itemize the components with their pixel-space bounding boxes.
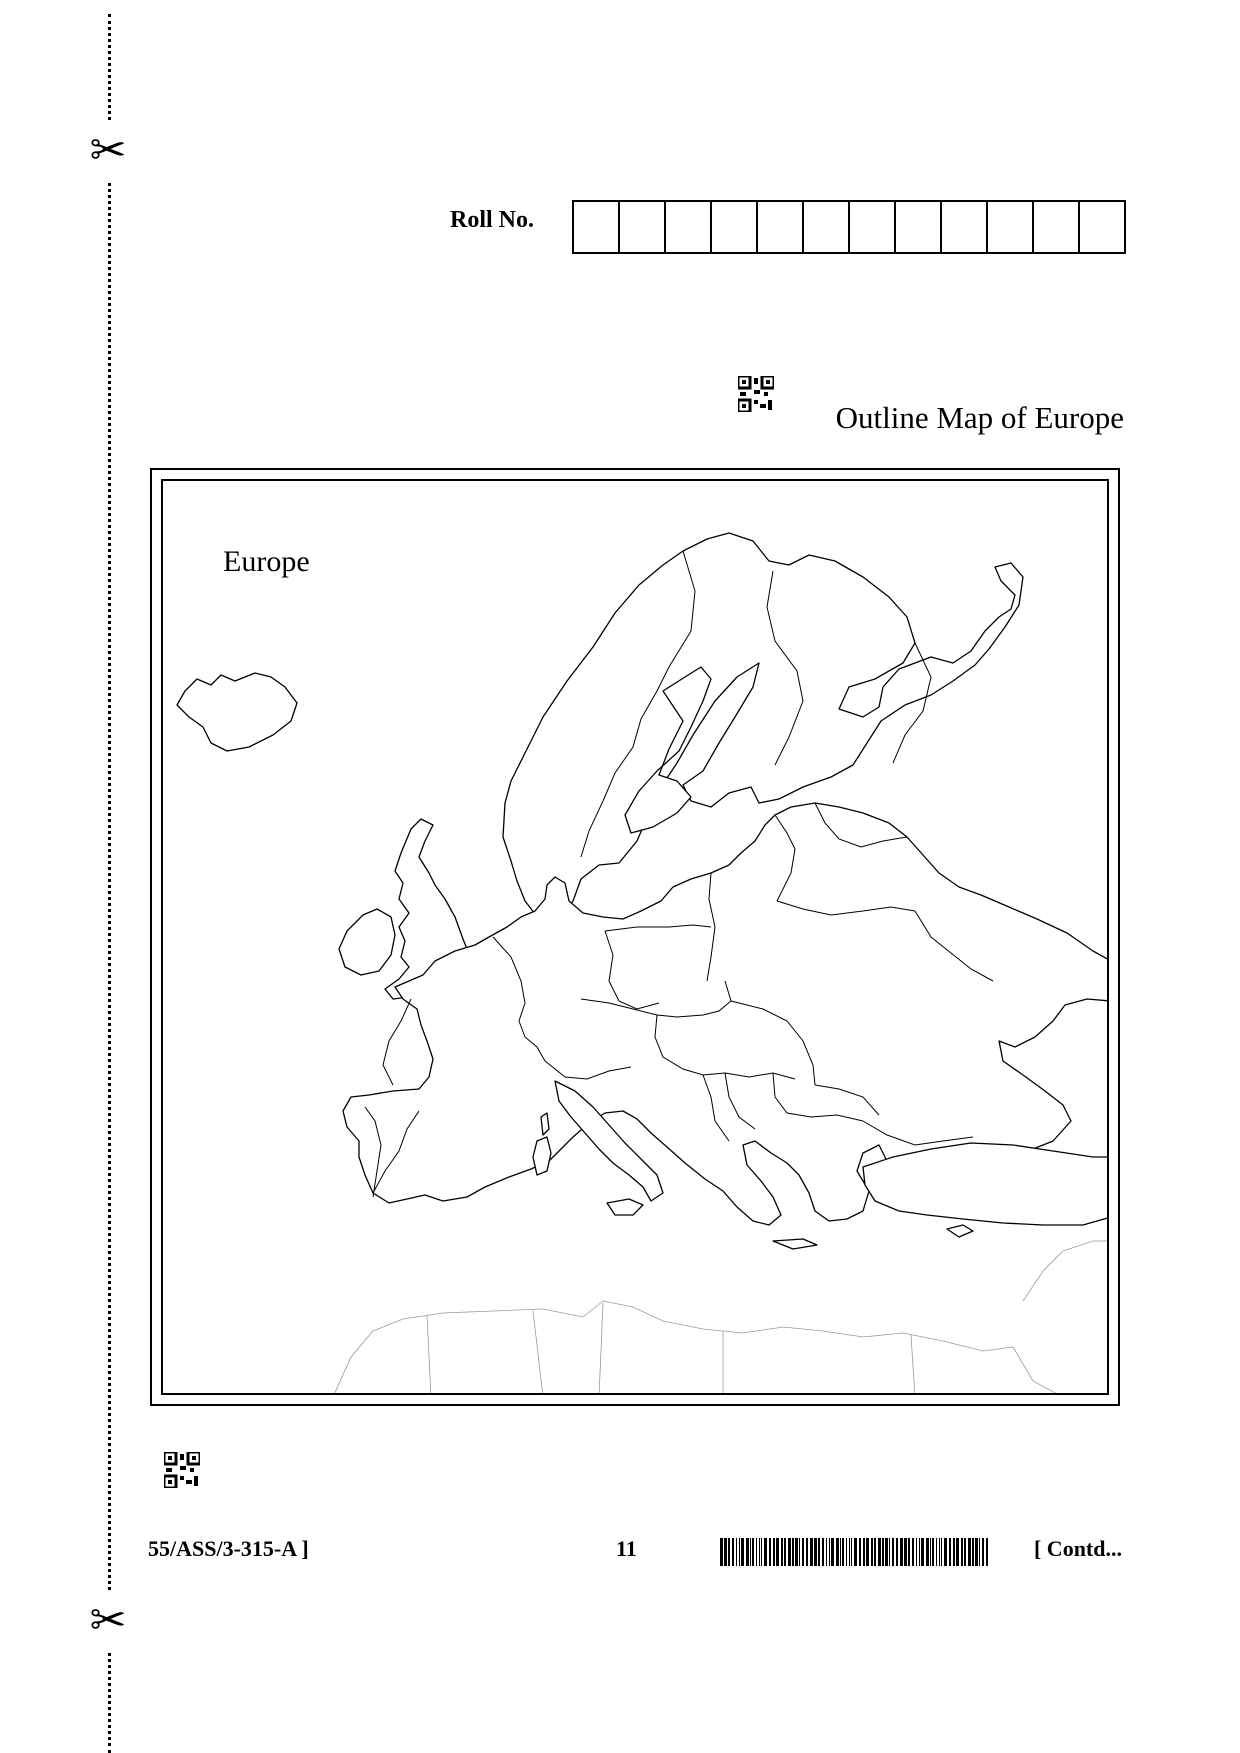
turkey-outline [863, 1143, 1109, 1225]
roll-number-box[interactable] [712, 202, 758, 252]
roll-number-box[interactable] [574, 202, 620, 252]
crete-outline [773, 1239, 817, 1249]
barcode-icon [720, 1538, 992, 1566]
ireland-outline [339, 909, 395, 975]
paper-code: 55/ASS/3-315-A ] [148, 1536, 309, 1561]
sicily-outline [607, 1199, 643, 1215]
map-frame [150, 468, 1120, 1406]
continued-label: [ Contd... [1033, 1536, 1122, 1561]
roll-number-box[interactable] [1080, 202, 1124, 252]
iceland-outline [177, 673, 297, 751]
map-area [161, 479, 1109, 1395]
scissors-icon: ✂ [88, 120, 128, 182]
cut-line [108, 14, 111, 1753]
roll-number-box[interactable] [666, 202, 712, 252]
scissors-icon: ✂ [88, 1590, 128, 1652]
map-title: Outline Map of Europe [835, 400, 1124, 435]
page-number: 11 [616, 1536, 637, 1561]
europe-outline-map [163, 481, 1109, 1395]
north-africa-outline [333, 1301, 1013, 1395]
roll-number-box[interactable] [758, 202, 804, 252]
roll-number-box[interactable] [942, 202, 988, 252]
qr-code-icon [164, 1452, 200, 1488]
roll-number-box[interactable] [896, 202, 942, 252]
cyprus-outline [947, 1225, 973, 1237]
roll-number-box[interactable] [850, 202, 896, 252]
roll-number-box[interactable] [804, 202, 850, 252]
roll-number-box[interactable] [620, 202, 666, 252]
qr-code-icon [738, 376, 774, 412]
roll-number-box[interactable] [988, 202, 1034, 252]
map-region-label: Europe [223, 545, 310, 578]
roll-number-box[interactable] [1034, 202, 1080, 252]
roll-number-boxes [572, 200, 1126, 254]
roll-number-label: Roll No. [450, 207, 534, 233]
